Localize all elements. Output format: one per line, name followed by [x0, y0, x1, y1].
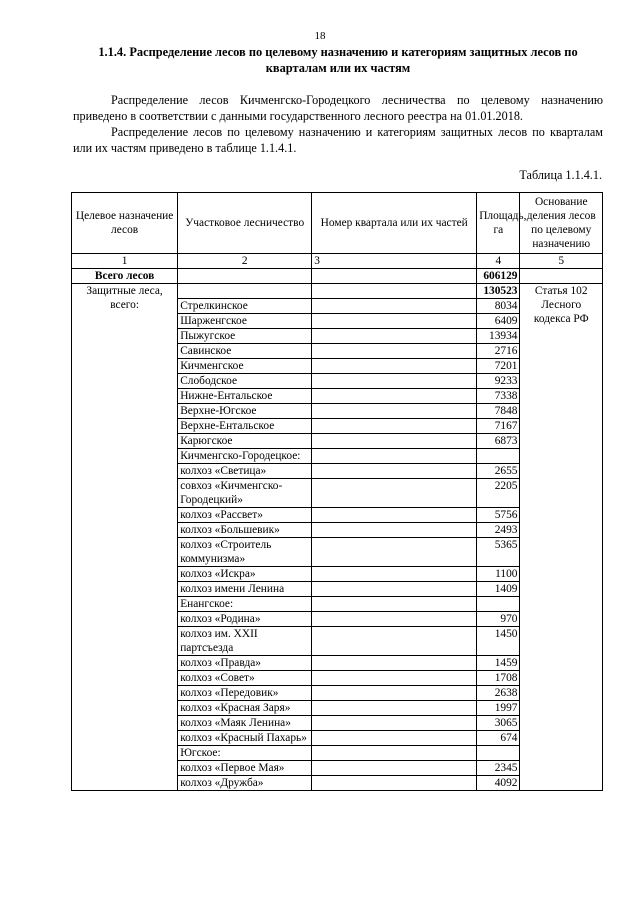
district-name: Верхне-Ентальское [178, 419, 312, 434]
area-value: 9233 [477, 374, 520, 389]
section-heading: 1.1.4. Распределение лесов по целевому назначению и категориям защитных лесов по кварталам или их частям [98, 45, 578, 75]
district-name: колхоз «Родина» [178, 612, 312, 627]
district-name: Пыжугское [178, 329, 312, 344]
district-name: Нижне-Ентальское [178, 389, 312, 404]
area-value: 7338 [477, 389, 520, 404]
area-value: 5365 [477, 538, 520, 567]
column-number-row [72, 254, 603, 269]
protective-row [72, 284, 603, 299]
quarter-number [312, 419, 477, 434]
total-row [72, 269, 603, 284]
area-value: 6873 [477, 434, 520, 449]
quarter-number [312, 656, 477, 671]
quarter-number [312, 761, 477, 776]
quarter-number [312, 716, 477, 731]
protective-area: 130523 [477, 284, 520, 299]
district-name: Шарженгское [178, 314, 312, 329]
quarter-number [312, 359, 477, 374]
page-number: 18 [314, 30, 326, 42]
col-num-5: 5 [520, 254, 603, 269]
quarter-number [312, 746, 477, 761]
district-name: Кичменгско-Городецкое: [178, 449, 312, 464]
district-name: колхоз «Маяк Ленина» [178, 716, 312, 731]
table-caption: Таблица 1.1.4.1. [519, 168, 602, 182]
area-value: 1409 [477, 582, 520, 597]
quarter-number [312, 671, 477, 686]
area-value [477, 597, 520, 612]
district-name: совхоз «Кичменгско-Городецкий» [178, 479, 312, 508]
quarter-number [312, 344, 477, 359]
quarter-number [312, 404, 477, 419]
district-name: Югское: [178, 746, 312, 761]
paragraph-2: Распределение лесов по целевому назначению и категориям защитных лесов по кварталам или их частям приведено в таблице 1.1.4.1. [73, 125, 603, 155]
quarter-number [312, 479, 477, 508]
area-value: 1450 [477, 627, 520, 656]
quarter-number [312, 523, 477, 538]
col-num-2: 2 [178, 254, 312, 269]
col-num-3: 3 [312, 254, 477, 269]
area-value: 2655 [477, 464, 520, 479]
quarter-number [312, 538, 477, 567]
area-value: 4092 [477, 776, 520, 791]
district-name: колхоз имени Ленина [178, 582, 312, 597]
district-name: Карюгское [178, 434, 312, 449]
quarter-number [312, 567, 477, 582]
area-value: 7848 [477, 404, 520, 419]
district-name: колхоз «Красная Заря» [178, 701, 312, 716]
header-quarter: Номер квартала или их частей [312, 193, 477, 254]
quarter-number [312, 464, 477, 479]
quarter-number [312, 314, 477, 329]
district-name: колхоз «Большевик» [178, 523, 312, 538]
area-value: 970 [477, 612, 520, 627]
district-name: Слободское [178, 374, 312, 389]
quarter-number [312, 731, 477, 746]
district-name: Кичменгское [178, 359, 312, 374]
protective-basis: Статья 102 Лесного кодекса РФ [520, 284, 603, 791]
quarter-number [312, 449, 477, 464]
district-name: колхоз «Строитель коммунизма» [178, 538, 312, 567]
area-value: 2638 [477, 686, 520, 701]
district-name: колхоз им. XXII партсъезда [178, 627, 312, 656]
quarter-number [312, 299, 477, 314]
quarter-number [312, 701, 477, 716]
area-value: 1459 [477, 656, 520, 671]
quarter-number [312, 686, 477, 701]
area-value: 7201 [477, 359, 520, 374]
quarter-number [312, 627, 477, 656]
area-value: 2345 [477, 761, 520, 776]
quarter-number [312, 776, 477, 791]
district-name: колхоз «Правда» [178, 656, 312, 671]
quarter-number [312, 329, 477, 344]
district-name: колхоз «Дружба» [178, 776, 312, 791]
header-basis: Основание деления лесов по целевому назначению [520, 193, 603, 254]
area-value: 6409 [477, 314, 520, 329]
area-value: 674 [477, 731, 520, 746]
area-value: 7167 [477, 419, 520, 434]
district-name: колхоз «Светица» [178, 464, 312, 479]
area-value: 2205 [477, 479, 520, 508]
district-name: Верхне-Югское [178, 404, 312, 419]
area-value: 1997 [477, 701, 520, 716]
table-header-row [72, 193, 603, 254]
district-name: Савинское [178, 344, 312, 359]
quarter-number [312, 597, 477, 612]
forest-distribution-table [71, 192, 603, 791]
area-value: 13934 [477, 329, 520, 344]
paragraph-1: Распределение лесов Кичменгско-Городецкого лесничества по целевому назначению приведено в соответствии с данными государственного лесного реестра на 01.01.2018. [73, 93, 603, 123]
header-purpose: Целевое назначение лесов [72, 193, 178, 254]
district-name: Енангское: [178, 597, 312, 612]
area-value: 3065 [477, 716, 520, 731]
header-district: Участковое лесничество [178, 193, 312, 254]
area-value: 5756 [477, 508, 520, 523]
district-name: колхоз «Первое Мая» [178, 761, 312, 776]
total-label: Всего лесов [72, 269, 178, 284]
area-value: 8034 [477, 299, 520, 314]
district-name: колхоз «Красный Пахарь» [178, 731, 312, 746]
district-name: Стрелкинское [178, 299, 312, 314]
quarter-number [312, 374, 477, 389]
col-num-4: 4 [477, 254, 520, 269]
area-value [477, 449, 520, 464]
quarter-number [312, 508, 477, 523]
district-name: колхоз «Совет» [178, 671, 312, 686]
quarter-number [312, 434, 477, 449]
header-area: Площадь, га [477, 193, 520, 254]
area-value: 1100 [477, 567, 520, 582]
quarter-number [312, 389, 477, 404]
area-value: 1708 [477, 671, 520, 686]
quarter-number [312, 582, 477, 597]
col-num-1: 1 [72, 254, 178, 269]
area-value [477, 746, 520, 761]
total-area: 606129 [477, 269, 520, 284]
district-name: колхоз «Передовик» [178, 686, 312, 701]
area-value: 2716 [477, 344, 520, 359]
protective-label: Защитные леса, всего: [72, 284, 178, 791]
quarter-number [312, 612, 477, 627]
district-name: колхоз «Искра» [178, 567, 312, 582]
area-value: 2493 [477, 523, 520, 538]
district-name: колхоз «Рассвет» [178, 508, 312, 523]
